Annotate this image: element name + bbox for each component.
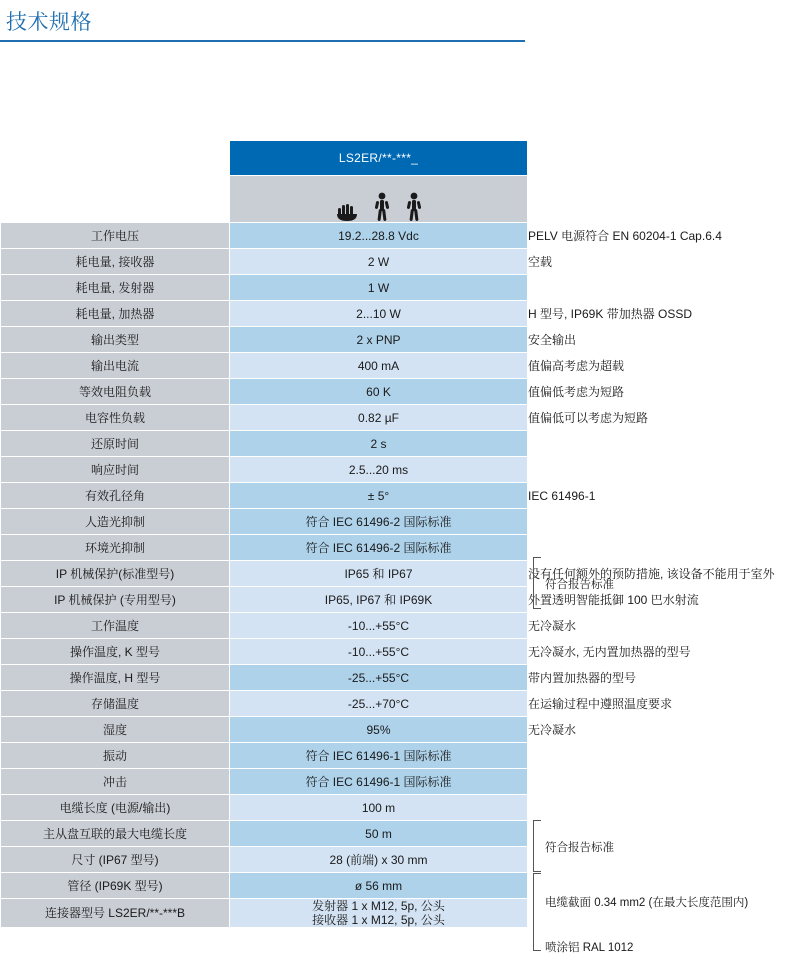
table-row (1, 691, 791, 716)
row-label: 电缆长度 (电源/输出) (1, 795, 229, 820)
title-divider (0, 40, 525, 42)
table-row (1, 665, 791, 690)
row-note: 值偏低可以考虑为短路 (528, 405, 791, 430)
page-header (0, 0, 791, 42)
spec-table-body (1, 141, 791, 927)
row-label: 主从盘互联的最大电缆长度 (1, 821, 229, 846)
table-header-row (1, 141, 791, 175)
row-value (230, 899, 527, 927)
row-value: 28 (前端) x 30 mm (230, 847, 527, 872)
coating-note: 喷涂铝 RAL 1012 (545, 942, 634, 954)
row-label (1, 899, 229, 927)
row-note: 无冷凝水, 无内置加热器的型号 (528, 639, 791, 664)
page-title: 技术规格 (6, 11, 92, 34)
table-row (1, 249, 791, 274)
brace-standards-1-label: 符合报告标准 (545, 579, 614, 591)
row-value: 2...10 W (230, 301, 527, 326)
row-note (528, 457, 791, 482)
table-row (1, 379, 791, 404)
table-row (1, 353, 791, 378)
row-note (528, 431, 791, 456)
table-row (1, 587, 791, 612)
row-note (528, 535, 791, 560)
row-value: 1 W (230, 275, 527, 300)
table-row (1, 483, 791, 508)
row-value: 符合 IEC 61496-2 国际标准 (230, 509, 527, 534)
row-value: IP65 和 IP67 (230, 561, 527, 586)
row-label: 电容性负载 (1, 405, 229, 430)
table-row (1, 457, 791, 482)
row-value: 符合 IEC 61496-1 国际标准 (230, 743, 527, 768)
row-value: ø 56 mm (230, 873, 527, 898)
row-label: 环境光抑制 (1, 535, 229, 560)
row-value: IP65, IP67 和 IP69K (230, 587, 527, 612)
spec-table-container (0, 140, 791, 954)
row-label: 存储温度 (1, 691, 229, 716)
row-value: 符合 IEC 61496-2 国际标准 (230, 535, 527, 560)
row-label: 耗电量, 接收器 (1, 249, 229, 274)
application-icons-cell (230, 176, 527, 222)
row-note: H 型号, IP69K 带加热器 OSSD (528, 301, 791, 326)
row-note: IEC 61496-1 (528, 483, 791, 508)
person-icon (406, 192, 422, 222)
table-row (1, 275, 791, 300)
row-note (528, 769, 791, 794)
row-note: 外置透明智能抵御 100 巴水射流 (528, 587, 791, 612)
row-value: -25...+70°C (230, 691, 527, 716)
table-row (1, 223, 791, 248)
product-model-header: LS2ER/**-***_ (230, 141, 527, 175)
row-label: 输出电流 (1, 353, 229, 378)
row-label: 响应时间 (1, 457, 229, 482)
row-value: 400 mA (230, 353, 527, 378)
row-label: 工作温度 (1, 613, 229, 638)
row-note: 带内置加热器的型号 (528, 665, 791, 690)
header-note-blank (528, 141, 791, 175)
icon-row-blank-right (528, 176, 791, 222)
row-note (528, 275, 791, 300)
row-label: 工作电压 (1, 223, 229, 248)
row-label: 管径 (IP69K 型号) (1, 873, 229, 898)
row-value: 0.82 µF (230, 405, 527, 430)
row-label: 耗电量, 加热器 (1, 301, 229, 326)
row-note: 安全输出 (528, 327, 791, 352)
row-label: IP 机械保护 (专用型号) (1, 587, 229, 612)
row-value: 符合 IEC 61496-1 国际标准 (230, 769, 527, 794)
icon-row-blank-left (1, 176, 229, 222)
row-label: 耗电量, 发射器 (1, 275, 229, 300)
spec-table (0, 140, 791, 928)
table-row (1, 509, 791, 534)
row-note: 空载 (528, 249, 791, 274)
row-value: ± 5° (230, 483, 527, 508)
table-row (1, 743, 791, 768)
row-note (528, 795, 791, 820)
row-label: 还原时间 (1, 431, 229, 456)
row-value: -10...+55°C (230, 613, 527, 638)
brace-standards-1 (533, 557, 541, 609)
person-icon (374, 192, 390, 222)
table-row (1, 613, 791, 638)
row-label: 冲击 (1, 769, 229, 794)
row-label: 振动 (1, 743, 229, 768)
table-row (1, 821, 791, 846)
hand-icon (336, 202, 358, 222)
row-value: 19.2...28.8 Vdc (230, 223, 527, 248)
row-note (528, 743, 791, 768)
cable-section-note: 电缆截面 0.34 mm2 (在最大长度范围内) (545, 897, 749, 909)
row-label: 人造光抑制 (1, 509, 229, 534)
row-value: 2 s (230, 431, 527, 456)
row-label: 输出类型 (1, 327, 229, 352)
table-row (1, 795, 791, 820)
row-value: 60 K (230, 379, 527, 404)
row-note (528, 509, 791, 534)
table-row (1, 639, 791, 664)
row-label: 等效电阻负载 (1, 379, 229, 404)
row-note: 没有任何额外的预防措施, 该设备不能用于室外 (528, 561, 791, 586)
row-value: -25...+55°C (230, 665, 527, 690)
table-row (1, 717, 791, 742)
row-label: 湿度 (1, 717, 229, 742)
connector-value-line2: 接收器 1 x M12, 5p, 公头 (312, 913, 445, 927)
row-label: 操作温度, K 型号 (1, 639, 229, 664)
row-value: 2.5...20 ms (230, 457, 527, 482)
row-label: IP 机械保护(标准型号) (1, 561, 229, 586)
row-note: 无冷凝水 (528, 717, 791, 742)
row-value: 2 x PNP (230, 327, 527, 352)
table-row (1, 561, 791, 586)
row-label: 操作温度, H 型号 (1, 665, 229, 690)
row-note: 无冷凝水 (528, 613, 791, 638)
table-row (1, 847, 791, 872)
table-row (1, 769, 791, 794)
row-value: 2 W (230, 249, 527, 274)
row-note: 值偏高考虑为超载 (528, 353, 791, 378)
table-row (1, 431, 791, 456)
header-blank-cell (1, 141, 229, 175)
table-row (1, 301, 791, 326)
connector-value-line1: 发射器 1 x M12, 5p, 公头 (312, 899, 445, 913)
row-value: 95% (230, 717, 527, 742)
row-label: 有效孔径角 (1, 483, 229, 508)
connector-label-line1: 连接器型号 LS2ER/**-***B (44, 906, 186, 920)
row-label: 尺寸 (IP67 型号) (1, 847, 229, 872)
row-value: 100 m (230, 795, 527, 820)
table-row (1, 405, 791, 430)
row-value: -10...+55°C (230, 639, 527, 664)
table-icon-row (1, 176, 791, 222)
brace-standards-2-label: 符合报告标准 (545, 842, 614, 854)
row-value: 50 m (230, 821, 527, 846)
brace-cable-section (533, 873, 541, 951)
table-row (1, 535, 791, 560)
row-note: PELV 电源符合 EN 60204-1 Cap.6.4 (528, 223, 791, 248)
row-note: 在运输过程中遵照温度要求 (528, 691, 791, 716)
table-row (1, 327, 791, 352)
brace-standards-2 (533, 820, 541, 872)
row-note: 值偏低考虑为短路 (528, 379, 791, 404)
